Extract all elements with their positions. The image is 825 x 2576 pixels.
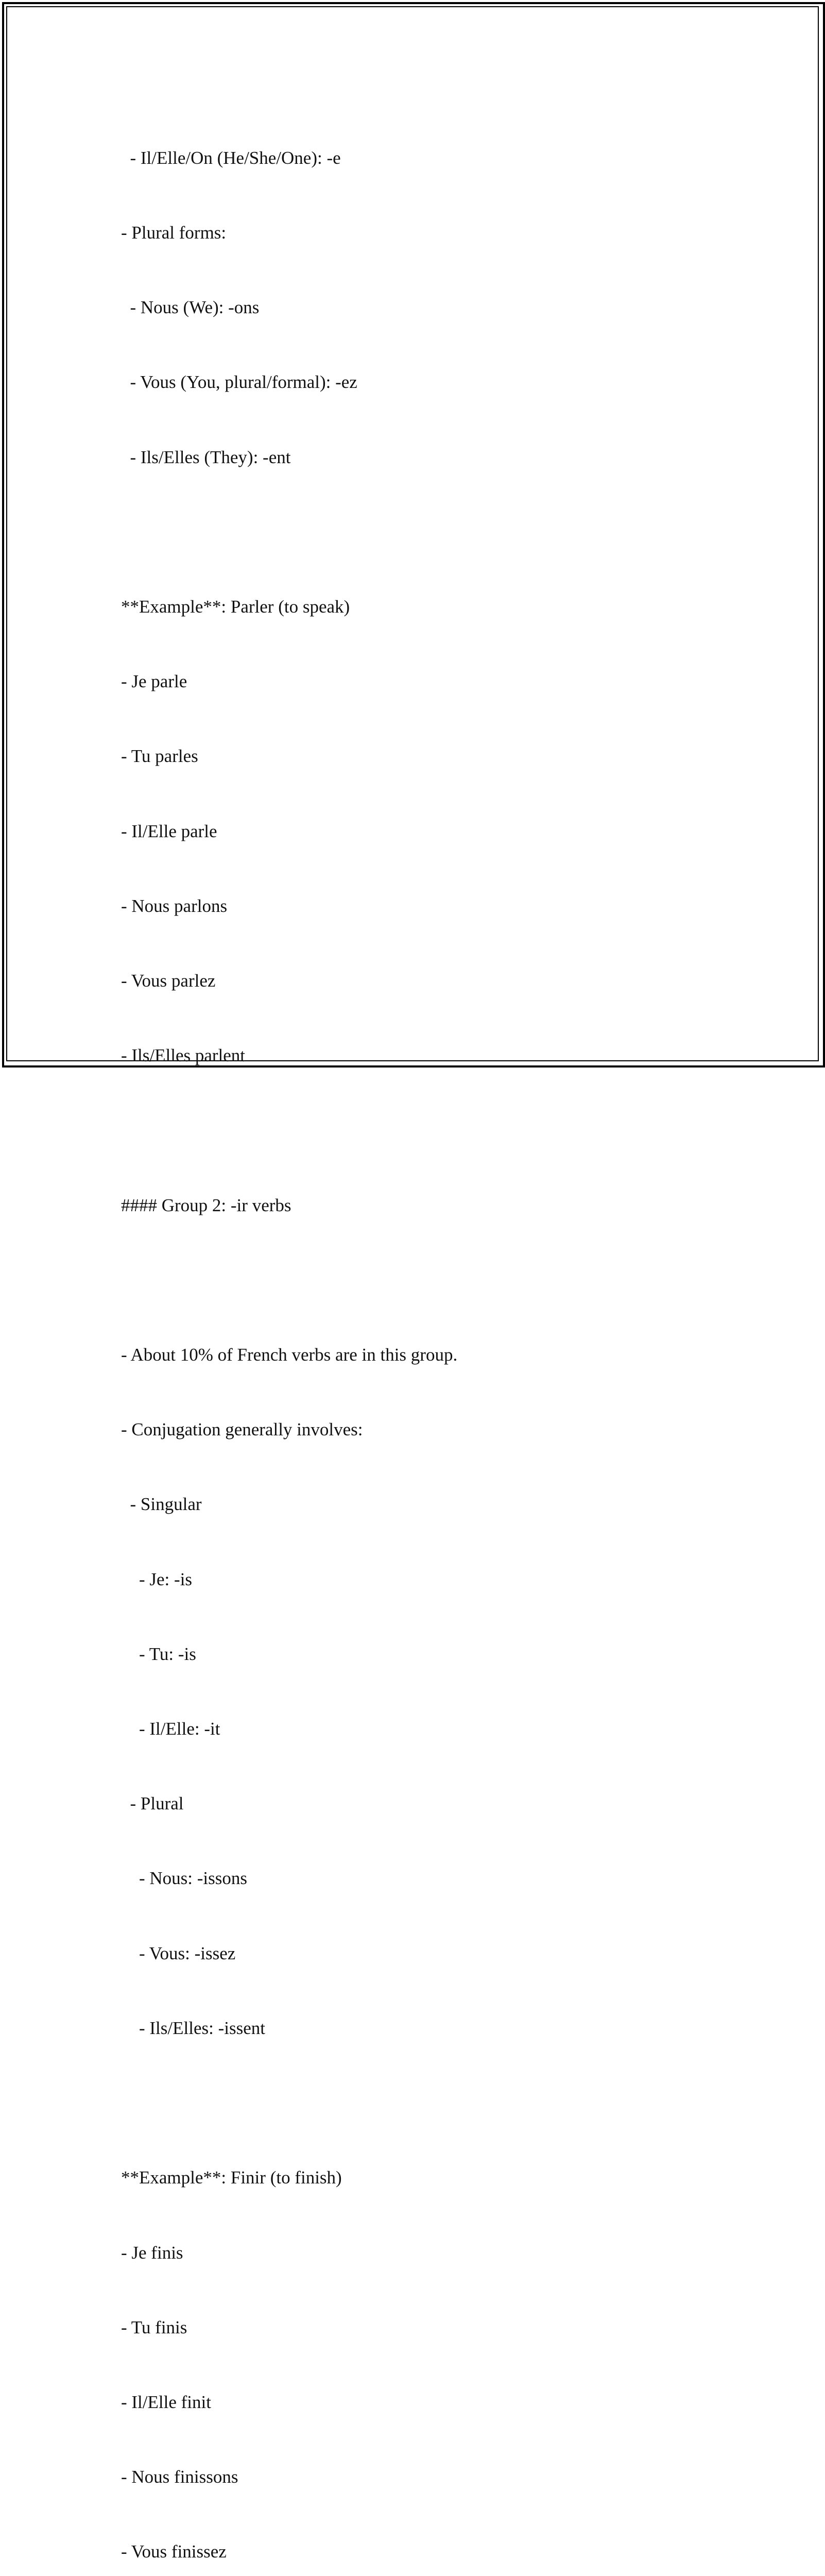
text-line: - Plural bbox=[121, 1793, 184, 1814]
text-line: - Je parle bbox=[121, 671, 187, 692]
blank-line bbox=[121, 520, 457, 545]
text-line: - Plural forms: bbox=[121, 223, 227, 243]
text-line: - Nous (We): -ons bbox=[121, 297, 260, 318]
text-line: - Vous (You, plural/formal): -ez bbox=[121, 372, 357, 393]
document-text-block bbox=[121, 96, 457, 2576]
blank-line bbox=[121, 2091, 457, 2115]
example-heading: **Example**: Parler (to speak) bbox=[121, 597, 350, 617]
text-line: - Nous parlons bbox=[121, 895, 228, 916]
blank-line bbox=[121, 1268, 457, 1293]
text-line: - Vous parlez bbox=[121, 971, 216, 991]
text-line: - Il/Elle/On (He/She/One): -e bbox=[121, 147, 341, 168]
text-line: - Tu parles bbox=[121, 746, 198, 767]
text-line: - Vous: -issez bbox=[121, 1943, 236, 1963]
text-line: - Tu: -is bbox=[121, 1643, 196, 1664]
text-line: - Ils/Elles parlent bbox=[121, 1045, 246, 1066]
text-line: - About 10% of French verbs are in this group. bbox=[121, 1345, 458, 1365]
text-line: - Il/Elle parle bbox=[121, 821, 217, 841]
text-line: - Nous finissons bbox=[121, 2467, 238, 2487]
text-line: - Ils/Elles (They): -ent bbox=[121, 447, 291, 467]
text-line: - Il/Elle: -it bbox=[121, 1719, 220, 1739]
section-heading: #### Group 2: -ir verbs bbox=[121, 1195, 291, 1215]
text-line: - Singular bbox=[121, 1494, 202, 1515]
text-line: - Il/Elle finit bbox=[121, 2392, 211, 2412]
text-line: - Ils/Elles: -issent bbox=[121, 2018, 265, 2038]
text-line: - Nous: -issons bbox=[121, 1868, 248, 1889]
text-line: - Conjugation generally involves: bbox=[121, 1419, 363, 1440]
blank-line bbox=[121, 1118, 457, 1143]
text-line: - Tu finis bbox=[121, 2317, 187, 2337]
text-line: - Je finis bbox=[121, 2242, 183, 2263]
example-heading: **Example**: Finir (to finish) bbox=[121, 2167, 342, 2188]
text-line: - Vous finissez bbox=[121, 2541, 227, 2562]
text-line: - Je: -is bbox=[121, 1569, 193, 1589]
